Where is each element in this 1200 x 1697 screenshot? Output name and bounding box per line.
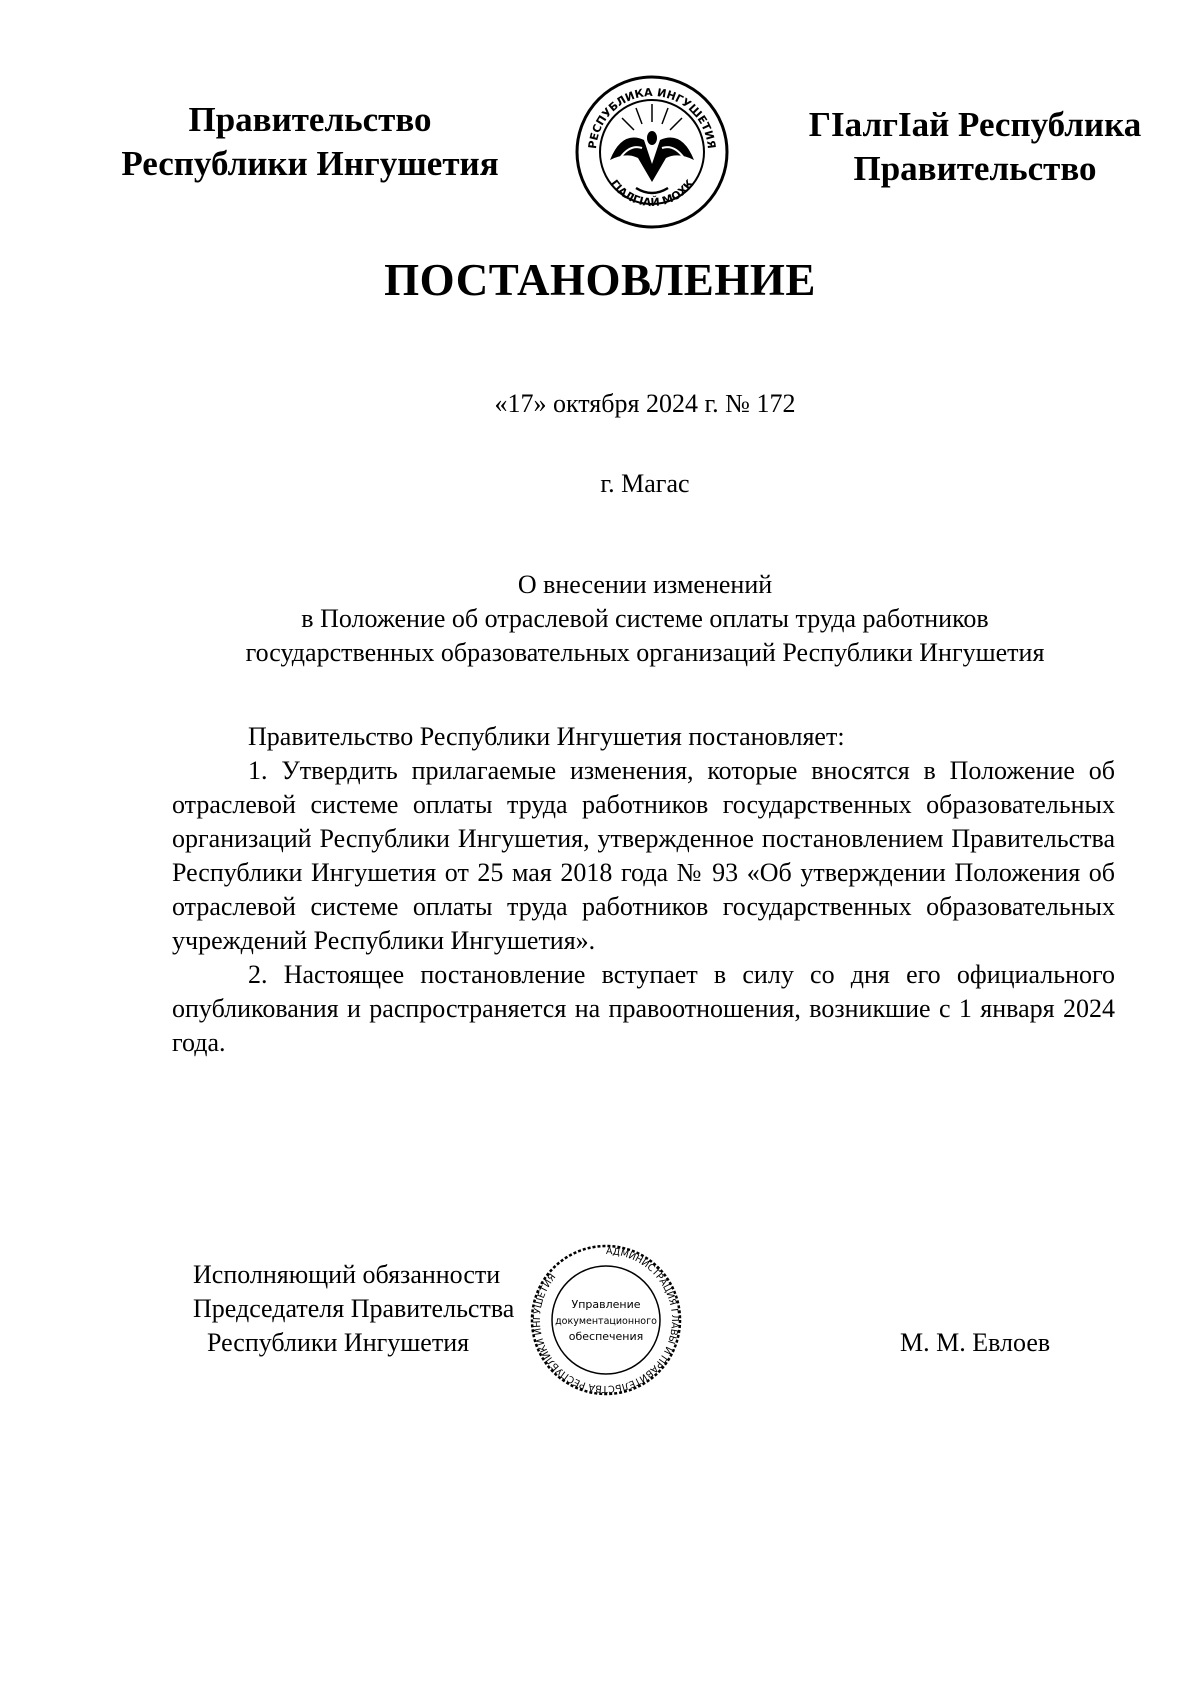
document-subject [180, 568, 1110, 670]
document-body [172, 720, 1115, 1060]
emblem-top-text: РЕСПУБЛИКА ИНГУШЕТИЯ [586, 85, 719, 150]
subject-line1: О внесении изменений [517, 570, 773, 599]
body-item-2: 2. Настоящее постановление вступает в силу со дня его официального опубликования и распространяется на правоотношения, возникшие с 1 января 2024 года. [172, 960, 1115, 1057]
signer-position-line1: Исполняющий обязанности [193, 1260, 501, 1289]
header-right-line2: Правительство [853, 149, 1097, 188]
subject-line3: государственных образовательных организаций Республики Ингушетия [245, 638, 1045, 667]
document-type-title: ПОСТАНОВЛЕНИЕ [384, 255, 816, 305]
city-line: г. Магас [600, 469, 690, 498]
signer-position-line3: Республики Ингушетия [207, 1328, 470, 1357]
body-preamble: Правительство Республики Ингушетия постановляет: [248, 722, 845, 751]
header-left-block [95, 98, 525, 186]
stamp-line2: документационного [555, 1316, 657, 1327]
republic-emblem-icon [574, 74, 730, 230]
stamp-line3: обеспечения [568, 1330, 644, 1343]
header-left-line1: Правительство [188, 100, 432, 139]
signer-position-line2: Председателя Правительства [193, 1294, 515, 1323]
signer-position [193, 1258, 573, 1360]
header-left-line2: Республики Ингушетия [121, 144, 499, 183]
emblem-bottom-text: ГІАЛГІАЙ МОХК [607, 177, 697, 210]
stamp-line1: Управление [571, 1298, 641, 1311]
header-right-line1: ГІалгІай Республика [808, 105, 1142, 144]
official-seal-stamp-icon [528, 1242, 684, 1398]
body-item-1: 1. Утвердить прилагаемые изменения, которые вносятся в Положение об отраслевой системе оплаты труда работников государственных образовательных организаций Республики Ингушетия, утвержденное постановлением Правительства Республики Ингушетия от 25 мая 2018 года № 93 «Об утверждении Положения об отраслевой системе оплаты труда работников государственных образовательных учреждений Республики Ингушетия». [172, 756, 1115, 955]
signer-name: М. М. Евлоев [900, 1328, 1051, 1357]
date-and-number: «17» октября 2024 г. № 172 [494, 389, 796, 418]
subject-line2: в Положение об отраслевой системе оплаты труда работников [301, 604, 989, 633]
stamp-outer-text: АДМИНИСТРАЦИЯ ГЛАВЫ И ПРАВИТЕЛЬСТВА РЕСПУБЛИКИ ИНГУШЕТИЯ [531, 1245, 681, 1395]
header-right-block [790, 103, 1160, 191]
